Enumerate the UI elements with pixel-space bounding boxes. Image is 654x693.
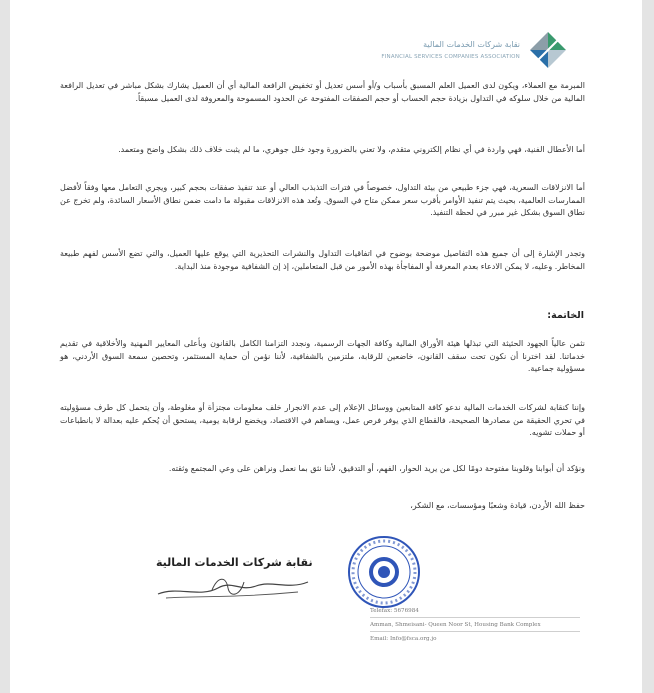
letterhead-name-en: FINANCIAL SERVICES COMPANIES ASSOCIATION bbox=[381, 54, 520, 60]
contact-telefax: Telefax: 5676984 bbox=[370, 608, 419, 614]
paragraph-leverage: المبرمة مع العملاء، ويكون لدى العميل العلم المسبق بأسباب و/أو أسس تعديل أو تخفيض الرافعة المالية أي أن العميل يشارك بشكل مباشر في تعديل الرافعة المالية من خلال سلوكه في التداول بزيادة حجم الحساب أو حجم الصفقات المفتوحة عن الحدود المسموحة والمعروفة لدى العميل مسبقاً. bbox=[60, 81, 585, 103]
contact-divider bbox=[370, 617, 580, 618]
letterhead-logo bbox=[381, 28, 588, 74]
contact-address: Amman, Shmeisani- Queen Noor St, Housing Bank Complex bbox=[370, 622, 541, 628]
paragraph-closing: حفظ الله الأردن، قيادة وشعبًا ومؤسسات، مع الشكر، bbox=[410, 501, 585, 510]
paragraph-technical-faults: أما الأعطال الفنية، فهي واردة في أي نظام إلكتروني متقدم، ولا تعني بالضرورة وجود خلل جوهري، ما لم يثبت خلاف ذلك بشكل واضح ومتعمد. bbox=[118, 145, 585, 154]
letterhead-name-ar: نقابة شركات الخدمات المالية bbox=[423, 40, 520, 49]
paragraph-disclosure: وتجدر الإشارة إلى أن جميع هذه التفاصيل موضحة بوضوح في اتفاقيات التداول والنشرات التحذيرية التي يوقع عليها العميل، والتي تضع الأسس لفهم طبيعة المخاطر. وعليه، لا يمكن الادعاء بعدم المعرفة أو المفاجأة بهذه الأمور من قبل المتعاملين، إذ إن الشفافية موجودة منذ البداية. bbox=[60, 249, 585, 271]
viewer-right-margin bbox=[642, 0, 654, 693]
paragraph-media-call: وإننا كنقابة لشركات الخدمات المالية ندعو كافة المتابعين ووسائل الإعلام إلى عدم الانجرار خلف معلومات مجتزأة أو مغلوطة، وأن يتحمل كل طرف مسؤوليته في تحري الحقيقة من مصادرها الصحيحة، فالقطاع الذي يوفر فرص عمل، ويساهم في الاقتصاد، ويخضع لرقابة يومية، يستحق أن يُحكم عليه بعدالة لا بانطباعات أو حملات تشويه. bbox=[60, 403, 585, 438]
handwritten-signature bbox=[148, 568, 318, 606]
paragraph-open-doors: ونؤكد أن أبوابنا وقلوبنا مفتوحة دومًا لكل من يريد الحوار، الفهم، أو التدقيق، لأننا نثق بما نعمل ونراهن على وعي المجتمع وثقته. bbox=[168, 464, 585, 473]
conclusion-heading: الخاتمة: bbox=[547, 310, 584, 321]
official-stamp-icon bbox=[346, 534, 422, 610]
paragraph-price-slippage: أما الانزلاقات السعرية، فهي جزء طبيعي من بيئة التداول، خصوصاً في فترات التذبذب العالي أو عند تنفيذ صفقات بحجم كبير، ويجري التعامل معها وفقاً لأفضل الممارسات العالمية، بحيث يتم تنفيذ الأوامر بأقرب سعر ممكن متاح في السوق. وتُعد هذه الانزلاقات مقبولة ما دامت ضمن نطاق الأسعار السائدة، ولم تخرج عن نطاق السوق بشكل غير مبرر في لحظة التنفيذ. bbox=[60, 183, 585, 218]
signatory-org-name: نقابة شركات الخدمات المالية bbox=[156, 556, 313, 569]
viewer-left-margin bbox=[0, 0, 10, 693]
contact-email: Email: Info@fsca.org.jo bbox=[370, 636, 437, 642]
letter-page bbox=[48, 8, 596, 686]
paragraph-commitment: نثمن عالياً الجهود الحثيثة التي تبذلها هيئة الأوراق المالية وكافة الجهات الرسمية، ونجدد التزامنا الكامل بالقانون وبأعلى المعايير المهنية والأخلاقية في تقديم خدماتنا. لقد اخترنا أن نكون تحت سقف القانون، خاضعين للرقابة، ملتزمين بالشفافية، لأننا نؤمن أن حماية المستثمر، وتحصين سمعة السوق الأردني، هو مسؤولية جماعية. bbox=[60, 339, 585, 374]
contact-divider bbox=[370, 631, 580, 632]
association-logo-icon bbox=[528, 30, 568, 70]
